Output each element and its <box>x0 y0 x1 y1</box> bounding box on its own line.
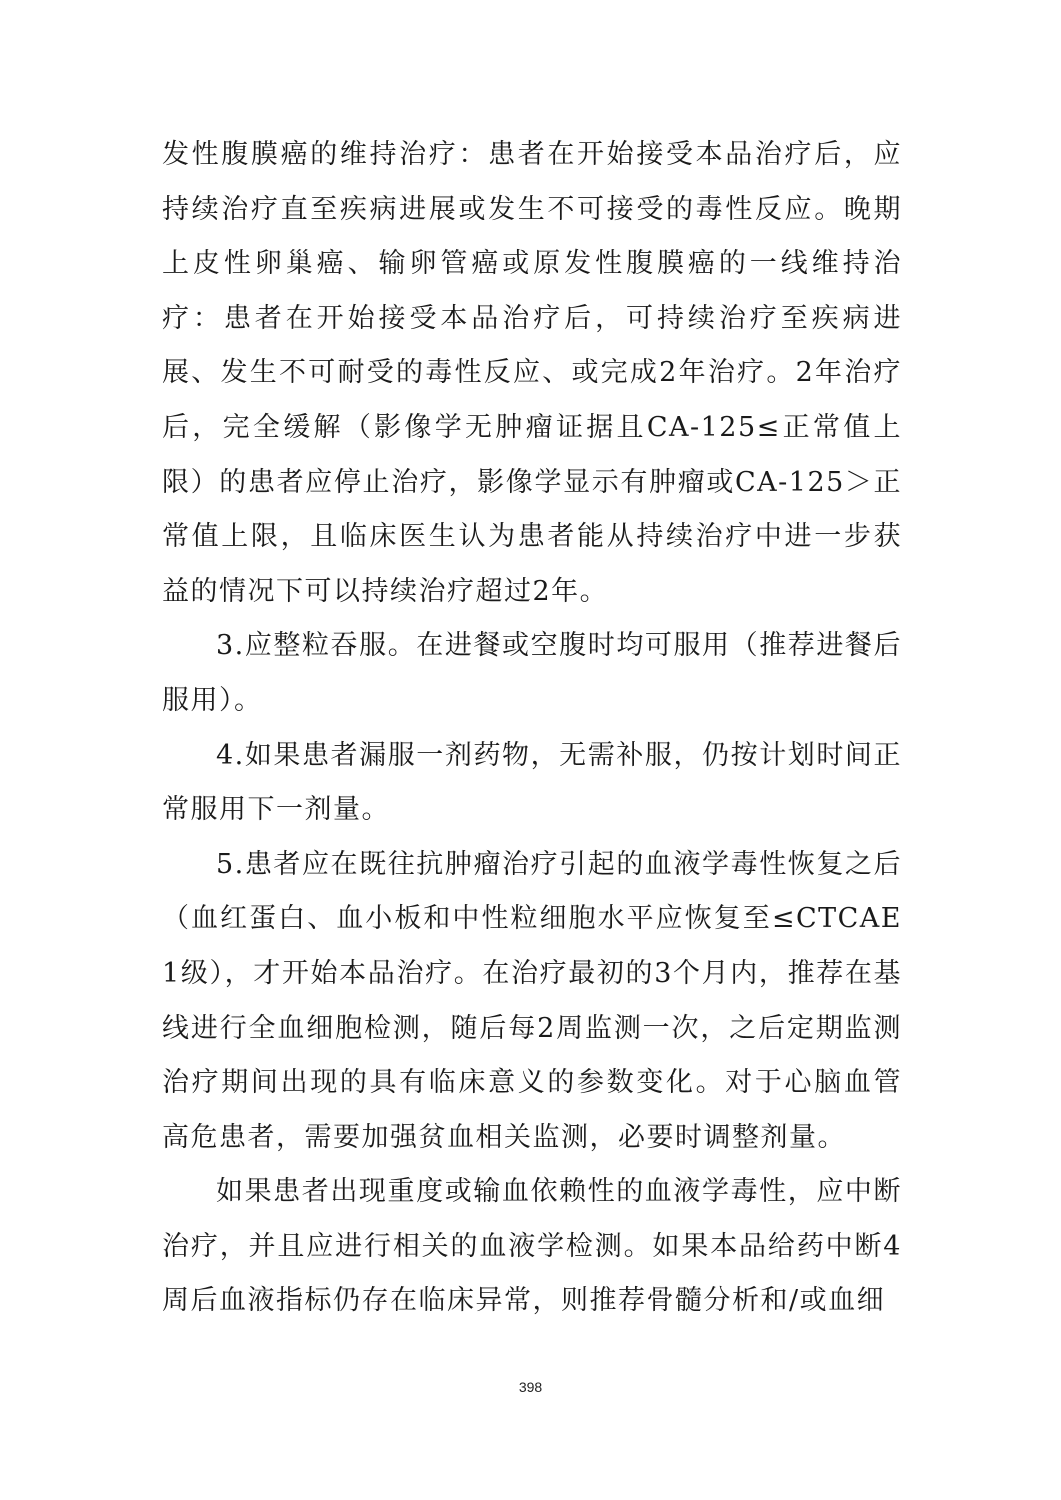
page-number: 398 <box>518 1379 543 1395</box>
paragraph-item-3: 3.应整粒吞服。在进餐或空腹时均可服用（推荐进餐后服用）。 <box>162 630 902 716</box>
paragraph-hematologic-toxicity: 如果患者出现重度或输血依赖性的血液学毒性，应中断治疗，并且应进行相关的血液学检测。如果本品给药中断4周后血液指标仍存在临床异常，则推荐骨髓分析和/或血细 <box>162 1176 902 1317</box>
paragraph-item-5: 5.患者应在既往抗肿瘤治疗引起的血液学毒性恢复之后（血红蛋白、血小板和中性粒细胞水平应恢复至≤CTCAE 1级），才开始本品治疗。在治疗最初的3个月内，推荐在基线进行全血细胞检测，随后每2周监测一次，之后定期监测治疗期间出现的具有临床意义的参数变化。对于心脑血管高危患者，需要加强贫血相关监测，必要时调整剂量。 <box>162 848 902 1153</box>
paragraph-maintenance-duration: 发性腹膜癌的维持治疗：患者在开始接受本品治疗后，应持续治疗直至疾病进展或发生不可接受的毒性反应。晚期上皮性卵巢癌、输卵管癌或原发性腹膜癌的一线维持治疗：患者在开始接受本品治疗后，可持续治疗至疾病进展、发生不可耐受的毒性反应、或完成2年治疗。2年治疗后，完全缓解（影像学无肿瘤证据且CA-125≤正常值上限）的患者应停止治疗，影像学显示有肿瘤或CA-125＞正常值上限，且临床医生认为患者能从持续治疗中进一步获益的情况下可以持续治疗超过2年。 <box>162 139 902 607</box>
document-body <box>162 128 902 1329</box>
paragraph-item-4: 4.如果患者漏服一剂药物，无需补服，仍按计划时间正常服用下一剂量。 <box>162 739 902 826</box>
